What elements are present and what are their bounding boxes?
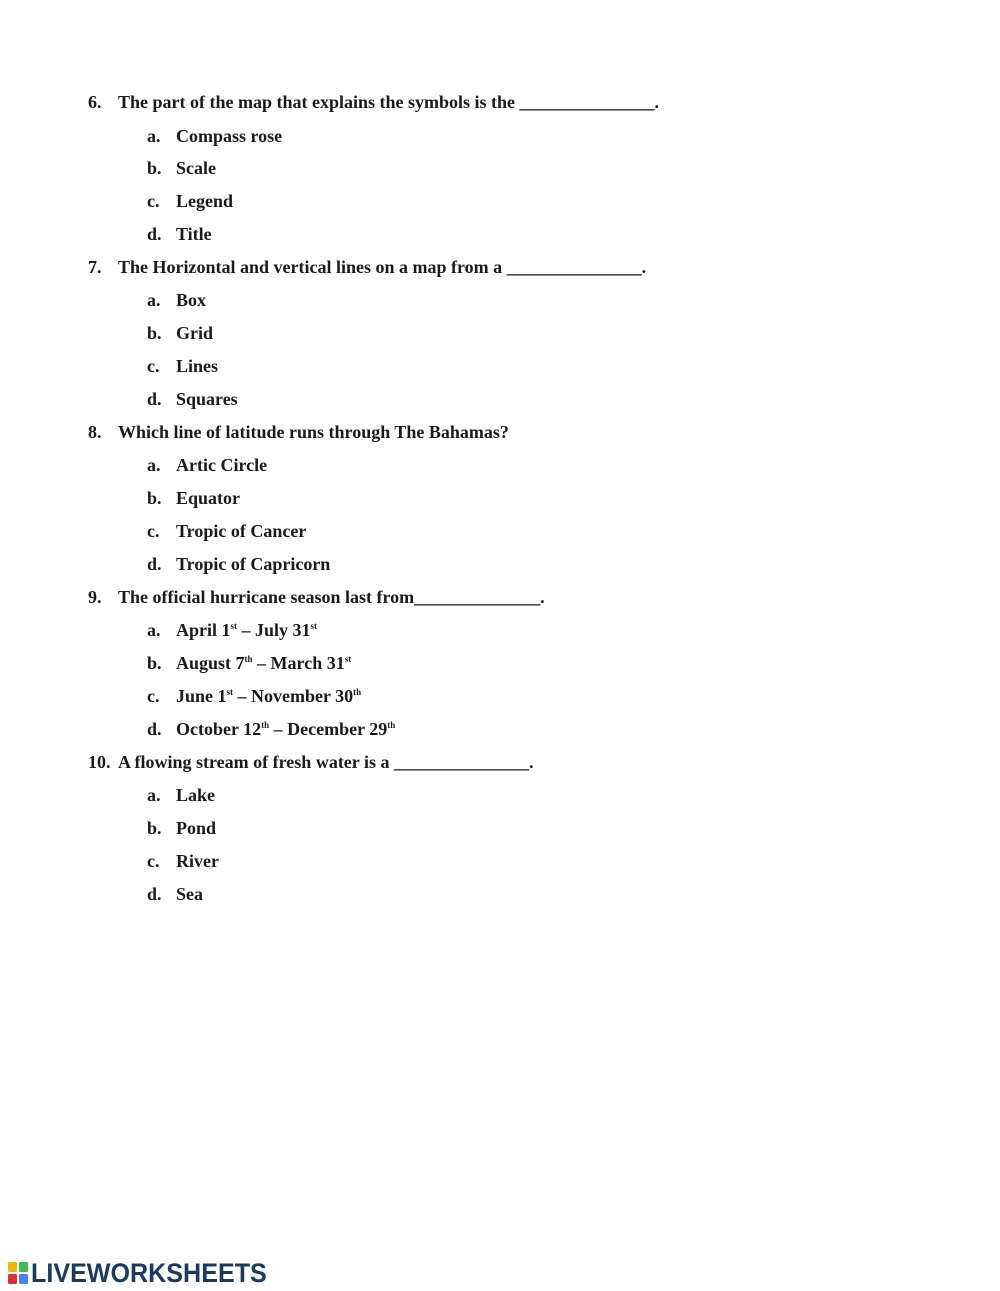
option-letter: a. — [147, 620, 161, 640]
option-text: River — [176, 851, 219, 871]
option-letter: a. — [147, 290, 161, 310]
question-text: Which line of latitude runs through The Bahamas? — [118, 422, 509, 442]
liveworksheets-logo[interactable] — [8, 1258, 285, 1288]
option-text: Sea — [176, 884, 203, 904]
option-text: Legend — [176, 191, 234, 211]
question-text: The Horizontal and vertical lines on a map from a _______________. — [118, 257, 647, 277]
question-number: 9. — [88, 587, 102, 607]
option-text: Tropic of Capricorn — [176, 554, 331, 574]
option-letter: b. — [147, 323, 162, 343]
option-text: Box — [176, 290, 207, 310]
option-letter: d. — [147, 389, 162, 409]
option-letter: b. — [147, 488, 162, 508]
option-letter: d. — [147, 224, 162, 244]
option-letter: a. — [147, 455, 161, 475]
option-text: Artic Circle — [176, 455, 268, 475]
option-letter: d. — [147, 884, 162, 904]
option-text: Grid — [176, 323, 214, 343]
option-text: Scale — [176, 158, 216, 178]
option-letter: c. — [147, 851, 160, 871]
option-letter: a. — [147, 785, 161, 805]
option-text: Squares — [176, 389, 238, 409]
option-text: April 1st – July 31st — [176, 620, 318, 640]
option-letter: d. — [147, 719, 162, 739]
option-text: Equator — [176, 488, 241, 508]
option-text: August 7th – March 31st — [176, 653, 352, 673]
liveworksheets-mark-icon — [8, 1261, 28, 1285]
option-letter: c. — [147, 686, 160, 706]
option-letter: b. — [147, 653, 162, 673]
question-text: The official hurricane season last from______________. — [118, 587, 545, 607]
option-text: Lines — [176, 356, 219, 376]
question-text: A flowing stream of fresh water is a _______________. — [118, 752, 534, 772]
option-text: June 1st – November 30th — [176, 686, 362, 706]
option-letter: d. — [147, 554, 162, 574]
option-letter: a. — [147, 126, 161, 146]
option-text: Lake — [176, 785, 216, 805]
option-text: October 12th – December 29th — [176, 719, 396, 739]
option-text: Tropic of Cancer — [176, 521, 307, 541]
option-letter: c. — [147, 356, 160, 376]
logo-text: LIVEWORKSHEETS — [31, 1257, 267, 1288]
option-text: Pond — [176, 818, 217, 838]
option-letter: c. — [147, 521, 160, 541]
question-number: 8. — [88, 422, 102, 442]
question-number: 10. — [88, 752, 111, 772]
question-number: 6. — [88, 92, 102, 112]
question-text: The part of the map that explains the symbols is the _______________. — [118, 92, 660, 112]
option-letter: b. — [147, 158, 162, 178]
question-number: 7. — [88, 257, 102, 277]
option-letter: b. — [147, 818, 162, 838]
option-letter: c. — [147, 191, 160, 211]
option-text: Compass rose — [176, 126, 283, 146]
option-text: Title — [176, 224, 212, 244]
